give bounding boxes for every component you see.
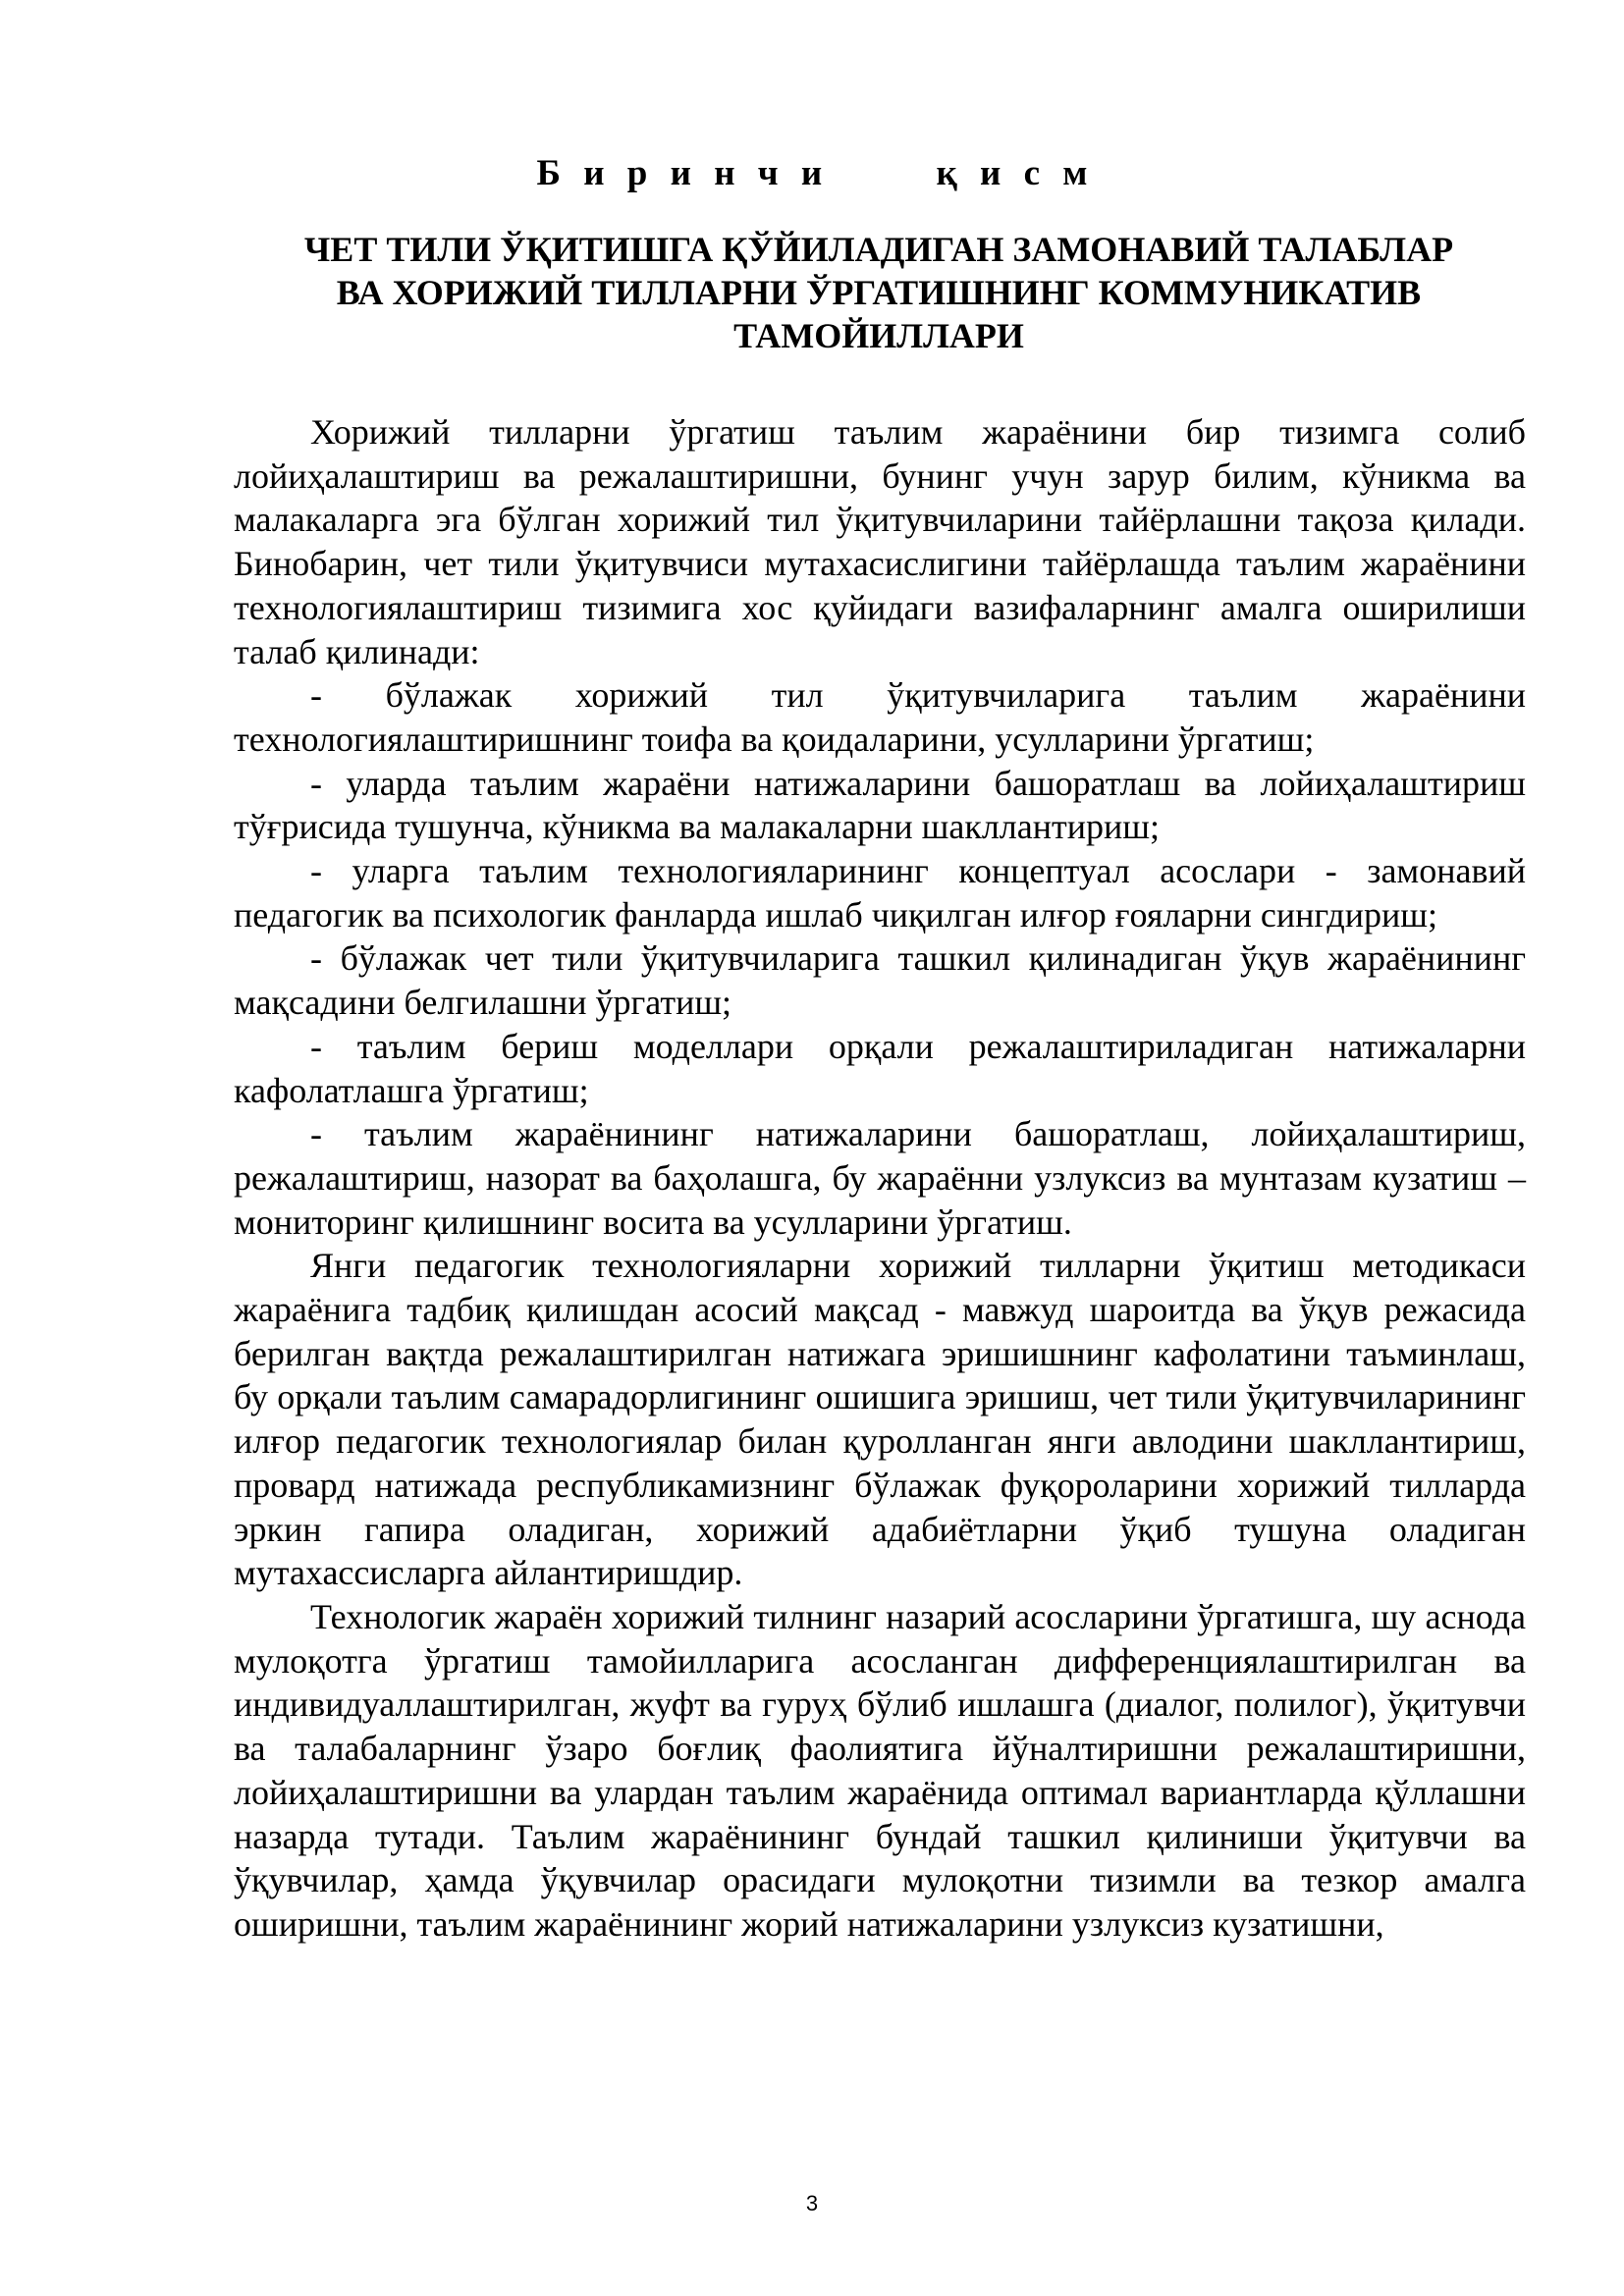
paragraph: Технологик жараён хорижий тилнинг назарий асосларини ўргатишга, шу аснода мулоқотга ўргатиш тамойилларига асосланган дифференциялаштирилган ва индивидуаллаштирилган, жуфт ва гуруҳ бўлиб ишлашга (диалог, полилог), ўқитувчи ва талабаларнинг ўзаро боғлиқ фаолиятига йўналтиришни режалаштиришни, лойиҳалаштиришни ва улардан таълим жараёнида оптимал вариантларда қўллашни назарда тутади. Таълим жараёнининг бундай ташкил қилиниши ўқитувчи ва ўқувчилар, ҳамда ўқувчилар орасидаги мулоқотни тизимли ва тезкор амалга оширишни, таълим жараёнининг жорий натижаларини узлуксиз кузатишни, [234,1596,1526,1944]
paragraph: Хорижий тилларни ўргатиш таълим жараёнини бир тизимга солиб лойиҳалаштириш ва режалаштиришни, бунинг учун зарур билим, кўникма ва малакаларга эга бўлган хорижий тил ўқитувчиларини тайёрлашни тақоза қилади. Бинобарин, чет тили ўқитувчиси мутахасислигини тайёрлашда таълим жараёнини технологиялаштириш тизимига хос қуйидаги вазифаларнинг амалга оширилиши талаб қилинади: [234,412,1526,671]
part-title: Б и р и н ч и қ и с м [536,153,1088,193]
chapter-title [231,228,1527,357]
list-item: - уларда таълим жараёни натижаларини башоратлаш ва лойиҳалаштириш тўғрисида тушунча, кўникма ва малакаларни шакллантириш; [234,763,1526,847]
list-item: - таълим жараёнининг натижаларини башоратлаш, лойиҳалаштириш, режалаштириш, назорат ва баҳолашга, бу жараённи узлуксиз ва мунтазам кузатиш – мониторинг қилишнинг восита ва усулларини ўргатиш. [234,1114,1526,1242]
chapter-title-line: ТАМОЙИЛЛАРИ [733,316,1024,355]
chapter-title-line: ЧЕТ ТИЛИ ЎҚИТИШГА ҚЎЙИЛАДИГАН ЗАМОНАВИЙ ТАЛАБЛАР [303,230,1454,269]
paragraph: Янги педагогик технологияларни хорижий тилларни ўқитиш методикаси жараёнига тадбиқ қилишдан асосий мақсад - мавжуд шароитда ва ўқув режасида берилган вақтда режалаштирилган натижага эришишнинг кафолатини таъминлаш, бу орқали таълим самарадорлигининг ошишига эришиш, чет тили ўқитувчиларининг илғор педагогик технологиялар билан қуролланган янги авлодини шакллантириш, провард натижада республикамизнинг бўлажак фуқороларини хорижий тилларда эркин гапира оладиган, хорижий адабиётларни ўқиб тушуна оладиган мутахассисларга айлантиришдир. [234,1246,1526,1593]
list-item: - бўлажак хорижий тил ўқитувчиларига таълим жараёнини технологиялаштиришнинг тоифа ва қоидаларини, усулларини ўргатиш; [234,675,1526,759]
list-item: - бўлажак чет тили ўқитувчиларига ташкил қилинадиган ўқув жараёнининг мақсадини белгилашни ўргатиш; [234,938,1526,1023]
page-number: 3 [805,2191,819,2216]
chapter-title-line: ВА ХОРИЖИЙ ТИЛЛАРНИ ЎРГАТИШНИНГ КОММУНИКАТИВ [336,273,1422,312]
body-text [234,410,1526,1947]
list-item: - уларга таълим технологияларининг концептуал асослари - замонавий педагогик ва психологик фанларда ишлаб чиқилган илғор ғояларни сингдириш; [234,851,1526,934]
list-item: - таълим бериш моделлари орқали режалаштириладиган натижаларни кафолатлашга ўргатиш; [234,1026,1526,1110]
